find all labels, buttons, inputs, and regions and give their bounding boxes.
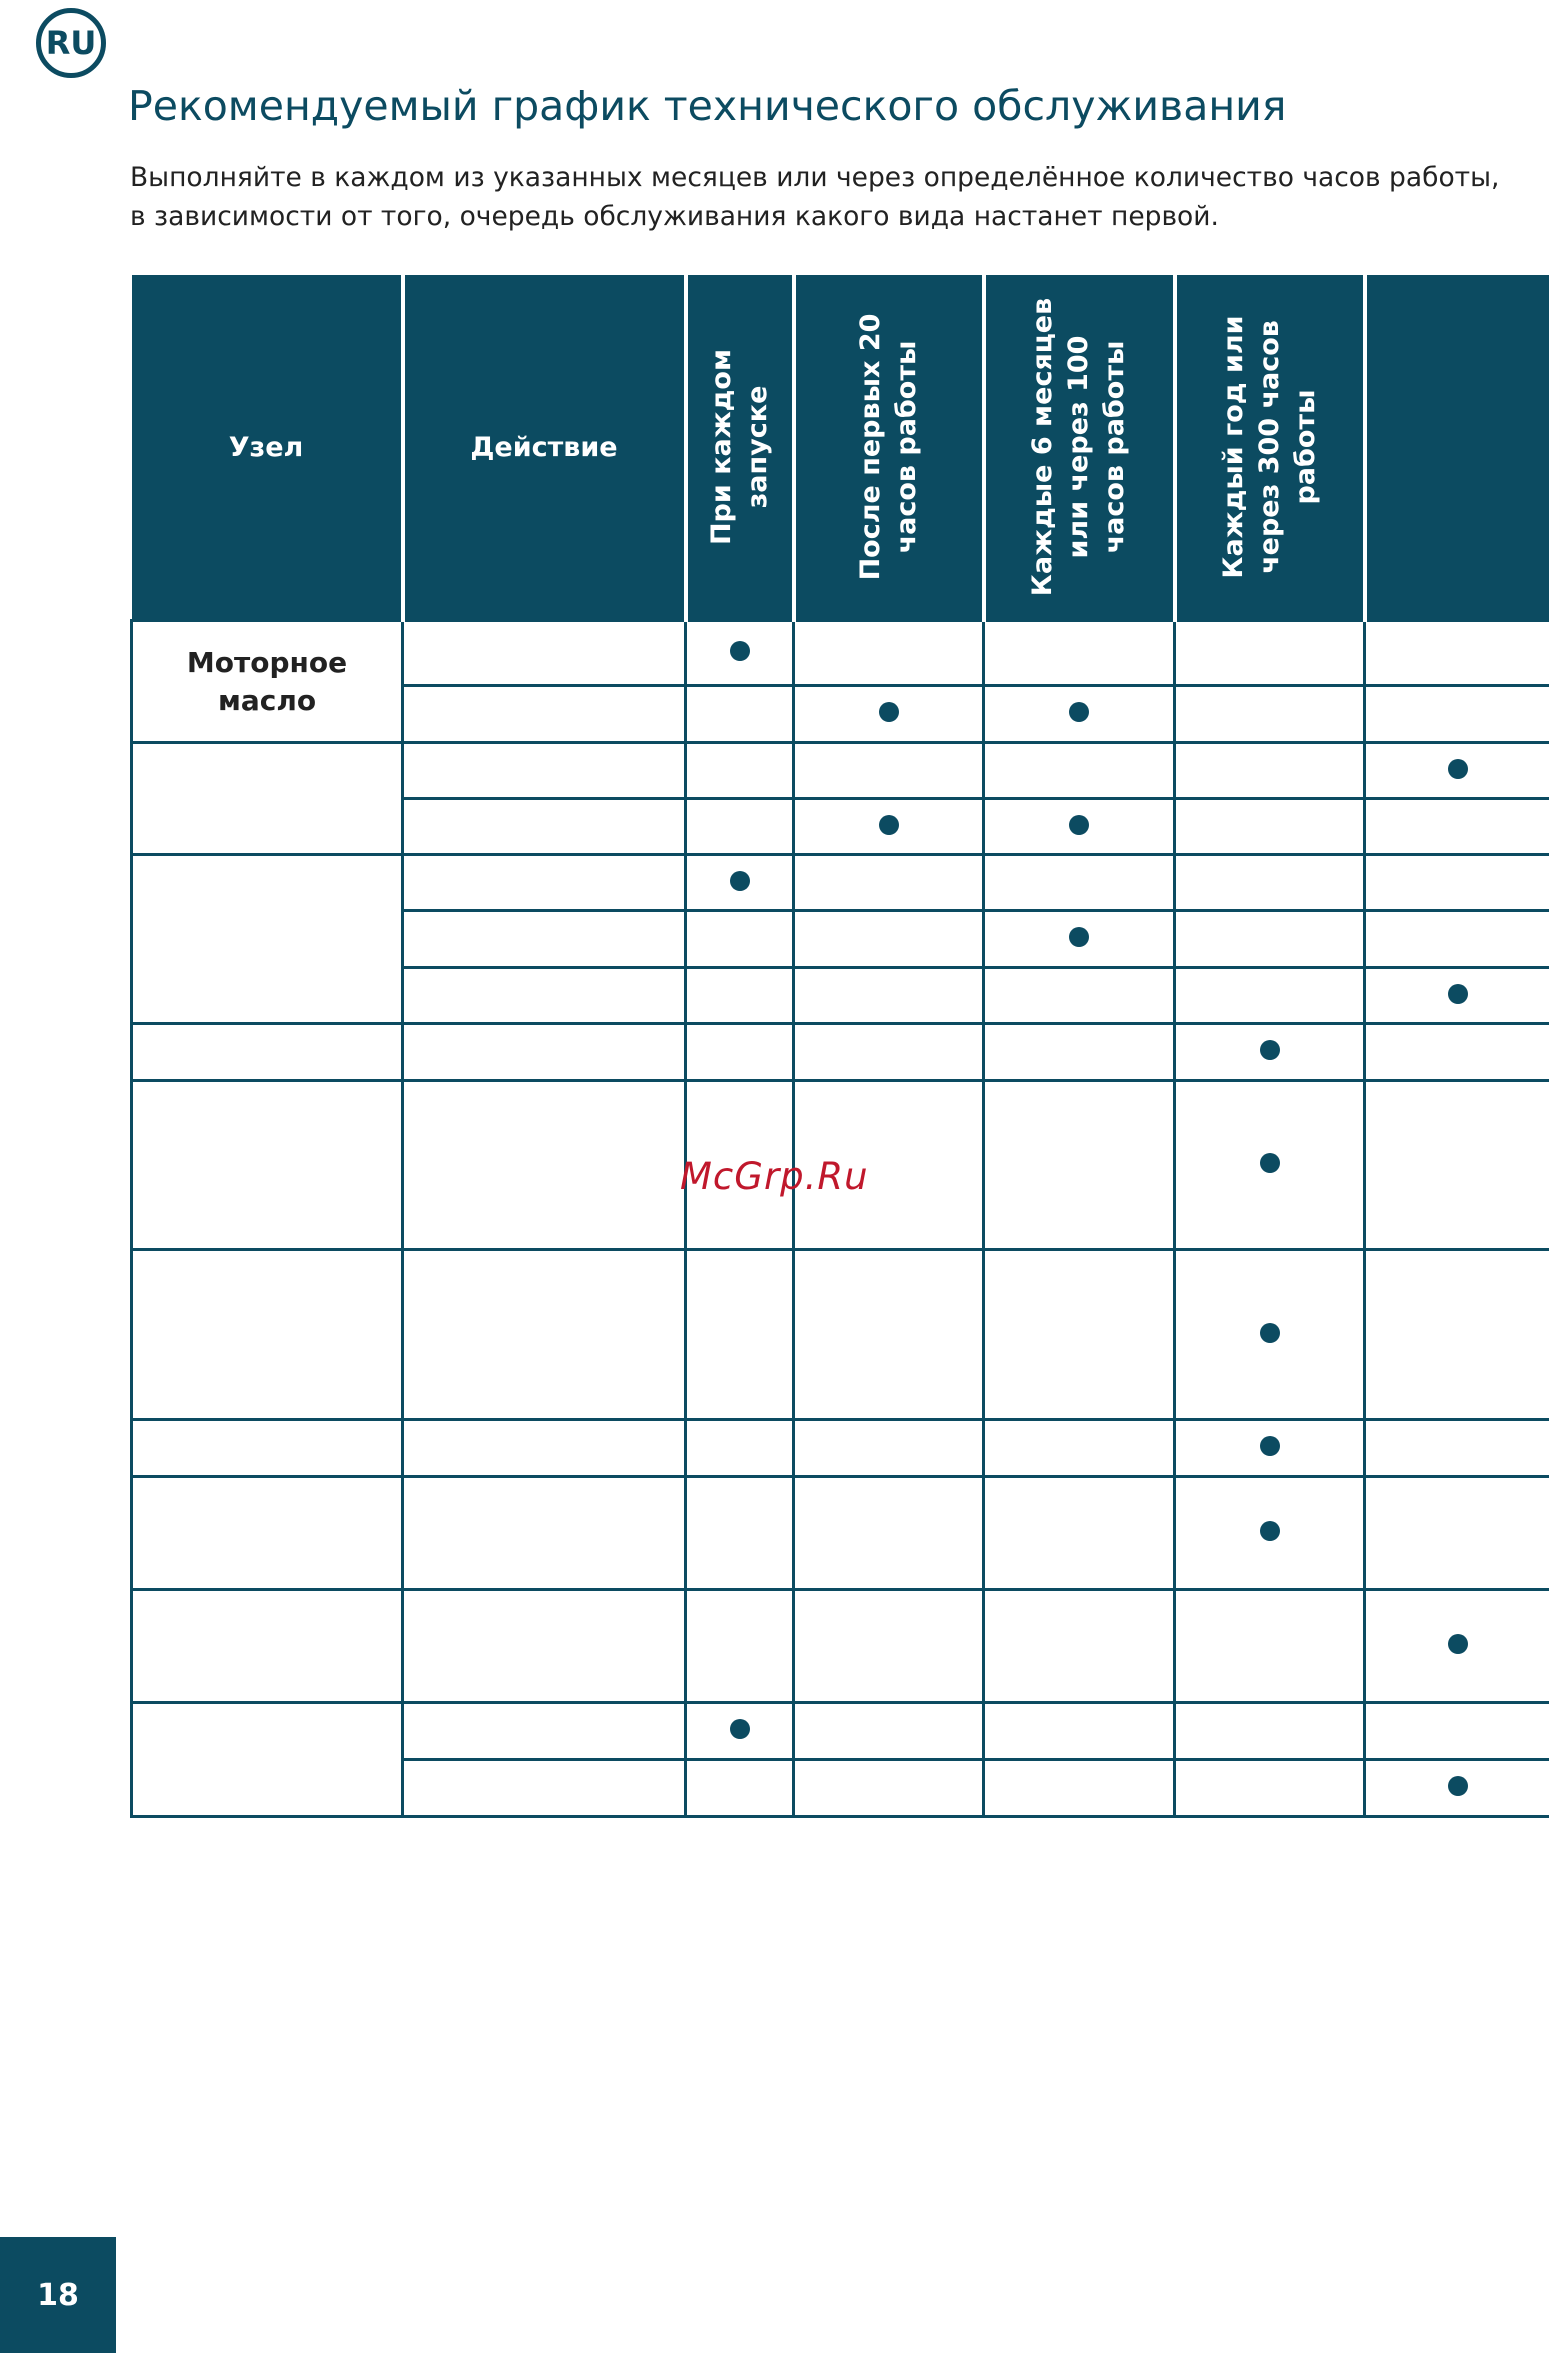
- schedule-cell: [1365, 686, 1549, 743]
- schedule-cell: [1175, 1420, 1365, 1477]
- schedule-cell: [984, 1024, 1175, 1081]
- action-cell: [403, 743, 686, 799]
- node-cell: [132, 1081, 403, 1250]
- table-row: [132, 1024, 1549, 1081]
- schedule-cell: [686, 1590, 794, 1703]
- table-row: [132, 1250, 1549, 1420]
- action-cell: [403, 1703, 686, 1760]
- table-row: [132, 1590, 1549, 1703]
- header-yearly: [1175, 275, 1365, 621]
- schedule-dot: [879, 702, 899, 722]
- header-action: Действие: [403, 275, 686, 621]
- action-cell: [403, 799, 686, 855]
- schedule-cell: [1365, 1760, 1549, 1817]
- schedule-dot: [730, 1719, 750, 1739]
- action-cell: [403, 621, 686, 686]
- schedule-dot: [1448, 759, 1468, 779]
- schedule-cell: [1365, 1590, 1549, 1703]
- action-cell: [403, 911, 686, 968]
- header-each-start-label: При каждом запуске: [705, 348, 773, 546]
- table-row: [132, 855, 1549, 911]
- schedule-cell: [1365, 621, 1549, 686]
- schedule-cell: [794, 1477, 984, 1590]
- schedule-cell: [1175, 621, 1365, 686]
- schedule-cell: [1365, 743, 1549, 799]
- table-row: [132, 743, 1549, 799]
- table-row: [132, 1477, 1549, 1590]
- schedule-cell: [984, 855, 1175, 911]
- header-first-20-label: После первых 20 часов работы: [854, 313, 922, 581]
- language-badge: RU: [36, 8, 106, 78]
- schedule-cell: [794, 1024, 984, 1081]
- schedule-cell: [686, 911, 794, 968]
- schedule-cell: [984, 911, 1175, 968]
- schedule-cell: [1175, 1703, 1365, 1760]
- schedule-cell: [984, 799, 1175, 855]
- schedule-cell: [686, 1250, 794, 1420]
- intro-text: [130, 158, 1499, 236]
- schedule-dot: [1260, 1436, 1280, 1456]
- schedule-cell: [1365, 968, 1549, 1024]
- node-cell: [132, 1703, 403, 1817]
- schedule-cell: [794, 621, 984, 686]
- schedule-cell: [794, 1590, 984, 1703]
- schedule-dot: [1448, 984, 1468, 1004]
- schedule-cell: [1175, 686, 1365, 743]
- schedule-cell: [794, 686, 984, 743]
- node-cell: [132, 1590, 403, 1703]
- schedule-cell: [686, 621, 794, 686]
- schedule-cell: [686, 1420, 794, 1477]
- page-title: Рекомендуемый график технического обслуживания: [128, 82, 1287, 130]
- intro-line-1: Выполняйте в каждом из указанных месяцев или через определённое количество часов работы,: [130, 162, 1500, 193]
- header-extra: [1365, 275, 1549, 621]
- schedule-cell: [984, 621, 1175, 686]
- schedule-dot: [1069, 927, 1089, 947]
- schedule-cell: [984, 743, 1175, 799]
- schedule-cell: [984, 1250, 1175, 1420]
- table-row: [132, 621, 1549, 686]
- action-cell: [403, 1250, 686, 1420]
- schedule-cell: [794, 1250, 984, 1420]
- table-row: [132, 1703, 1549, 1760]
- action-cell: [403, 855, 686, 911]
- schedule-cell: [1175, 911, 1365, 968]
- schedule-cell: [794, 743, 984, 799]
- node-cell: [132, 855, 403, 1024]
- schedule-cell: [1175, 743, 1365, 799]
- table-row: [132, 1420, 1549, 1477]
- schedule-cell: [1365, 1081, 1549, 1250]
- schedule-cell: [686, 968, 794, 1024]
- schedule-cell: [794, 1703, 984, 1760]
- schedule-cell: [984, 686, 1175, 743]
- node-cell: [132, 1420, 403, 1477]
- action-cell: [403, 968, 686, 1024]
- schedule-cell: [686, 1760, 794, 1817]
- schedule-cell: [1175, 968, 1365, 1024]
- schedule-cell: [984, 1081, 1175, 1250]
- schedule-dot: [1260, 1323, 1280, 1343]
- schedule-cell: [794, 799, 984, 855]
- schedule-cell: [794, 1420, 984, 1477]
- schedule-dot: [1260, 1153, 1280, 1173]
- action-cell: [403, 1760, 686, 1817]
- action-cell: [403, 1420, 686, 1477]
- header-row: [132, 275, 1549, 621]
- schedule-dot: [730, 641, 750, 661]
- schedule-cell: [1175, 1250, 1365, 1420]
- schedule-cell: [686, 855, 794, 911]
- node-cell: [132, 1477, 403, 1590]
- schedule-dot: [1448, 1634, 1468, 1654]
- schedule-cell: [686, 799, 794, 855]
- schedule-cell: [1365, 1420, 1549, 1477]
- header-first-20: [794, 275, 984, 621]
- schedule-cell: [1175, 1081, 1365, 1250]
- schedule-cell: [1365, 1703, 1549, 1760]
- node-cell-engine-oil: Моторное масло: [132, 621, 403, 743]
- schedule-cell: [1175, 1760, 1365, 1817]
- schedule-cell: [686, 1024, 794, 1081]
- schedule-cell: [1365, 1477, 1549, 1590]
- schedule-cell: [984, 1590, 1175, 1703]
- header-six-months: [984, 275, 1175, 621]
- schedule-cell: [984, 1703, 1175, 1760]
- schedule-dot: [879, 815, 899, 835]
- schedule-dot: [730, 871, 750, 891]
- header-node: Узел: [132, 275, 403, 621]
- schedule-cell: [1175, 855, 1365, 911]
- schedule-cell: [1365, 1024, 1549, 1081]
- schedule-dot: [1260, 1040, 1280, 1060]
- header-six-months-label: Каждые 6 месяцев или через 100 часов работы: [1027, 297, 1130, 597]
- schedule-cell: [794, 968, 984, 1024]
- schedule-dot: [1069, 815, 1089, 835]
- schedule-dot: [1448, 1776, 1468, 1796]
- schedule-cell: [984, 968, 1175, 1024]
- action-cell: [403, 1477, 686, 1590]
- maintenance-schedule-table: [130, 275, 1549, 1818]
- action-cell: [403, 686, 686, 743]
- intro-line-2: в зависимости от того, очередь обслуживания какого вида настанет первой.: [130, 201, 1219, 232]
- watermark: McGrp.Ru: [680, 1155, 869, 1198]
- schedule-cell: [686, 1703, 794, 1760]
- schedule-cell: [1175, 799, 1365, 855]
- schedule-cell: [686, 1477, 794, 1590]
- schedule-dot: [1069, 702, 1089, 722]
- action-cell: [403, 1590, 686, 1703]
- node-cell: [132, 1024, 403, 1081]
- schedule-cell: [1175, 1024, 1365, 1081]
- schedule-cell: [984, 1420, 1175, 1477]
- schedule-cell: [1365, 1250, 1549, 1420]
- header-yearly-label: Каждый год или через 300 часов работы: [1217, 315, 1321, 579]
- action-cell: [403, 1024, 686, 1081]
- schedule-cell: [1365, 799, 1549, 855]
- action-cell: [403, 1081, 686, 1250]
- schedule-cell: [686, 743, 794, 799]
- schedule-cell: [686, 686, 794, 743]
- schedule-cell: [984, 1760, 1175, 1817]
- schedule-cell: [984, 1477, 1175, 1590]
- schedule-cell: [794, 911, 984, 968]
- schedule-cell: [1175, 1477, 1365, 1590]
- schedule-cell: [794, 1760, 984, 1817]
- schedule-cell: [794, 855, 984, 911]
- schedule-cell: [1365, 855, 1549, 911]
- page-number: 18: [0, 2237, 116, 2353]
- schedule-cell: [1175, 1590, 1365, 1703]
- node-cell: [132, 1250, 403, 1420]
- node-cell: [132, 743, 403, 855]
- schedule-dot: [1260, 1521, 1280, 1541]
- header-each-start: [686, 275, 794, 621]
- schedule-cell: [1365, 911, 1549, 968]
